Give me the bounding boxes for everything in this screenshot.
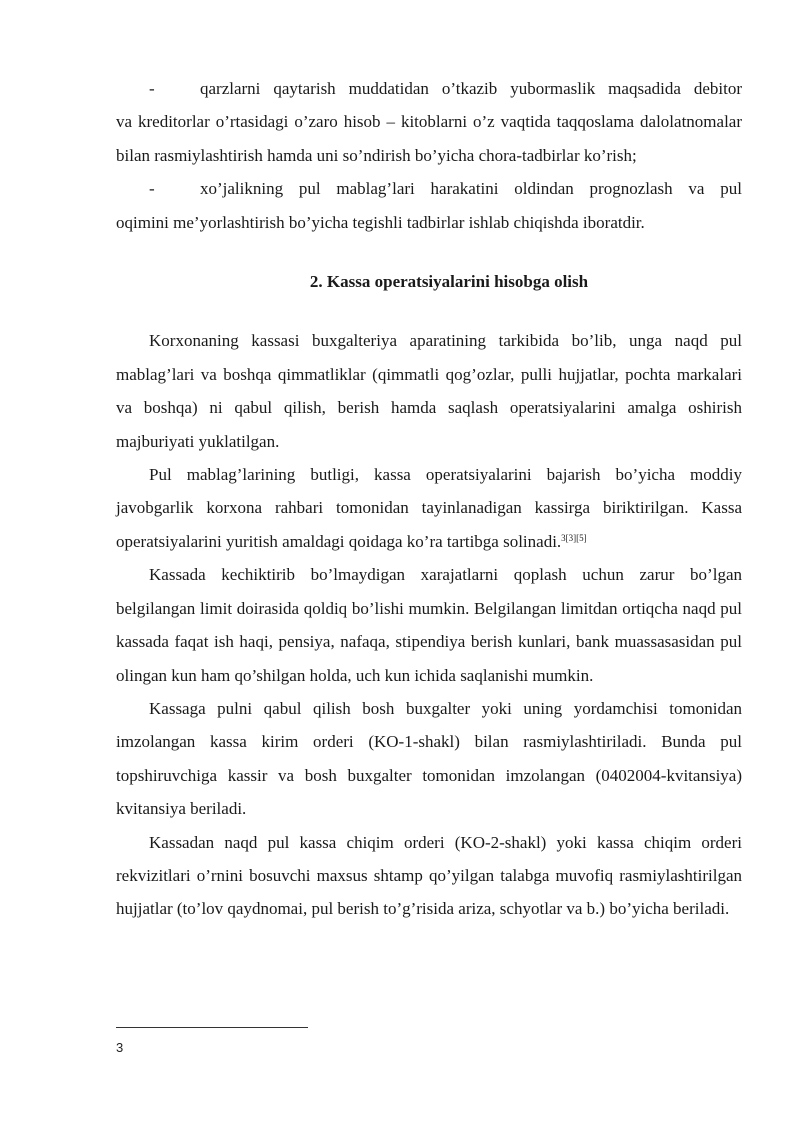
section-heading: 2. Kassa operatsiyalarini hisobga olish bbox=[309, 272, 589, 292]
footnote-reference[interactable]: 3[3][5] bbox=[561, 532, 587, 543]
bullet-continuation: va kreditorlar o’rtasidagi o’zaro hisob – kitoblarni o’z vaqtida taqqoslama dalolatnomalar bilan rasmiylashtirish hamda uni so’ndirish bo’yicha chora-tadbirlar ko’rish; bbox=[116, 112, 742, 165]
paragraph-text: Kassadan naqd pul kassa chiqim orderi (KO-2-shakl) yoki kassa chiqim orderi rekvizitlari o’rnini bosuvchi maxsus shtamp qo’yilgan talabga muvofiq rasmiylashtirilgan hujjatlar (to’lov qaydnomai, pul berish to’g’risida ariza, schyotlar va b.) bo’yicha beriladi. bbox=[116, 832, 742, 919]
paragraph-text: Korxonaning kassasi buxgalteriya aparatining tarkibida bo’lib, unga naqd pul mablag’lari va boshqa qimmatliklar (qimmatli qog’ozlar, pulli hujjatlar, pochta markalari va boshqa) ni qabul qilish, berish hamda saqlash operatsiyalarini amalga oshirish majburiyati yuklatilgan. bbox=[116, 331, 742, 451]
bullet-dash: - bbox=[149, 179, 155, 199]
bullet-item bbox=[116, 172, 742, 239]
paragraph-text: Pul mablag’larining butligi, kassa operatsiyalarini bajarish bo’yicha moddiy javobgarlik korxona rahbari tomonidan tayinlanadigan kassirga biriktirilgan. Kassa operatsiyalarini yuritish amaldagi qoidaga ko’ra tartibga solinadi. bbox=[116, 465, 742, 551]
paragraph-text: Kassada kechiktirib bo’lmaydigan xarajatlarni qoplash uchun zarur bo’lgan belgilangan limit doirasida qoldiq bo’lishi mumkin. Belgilangan limitdan ortiqcha naqd pul kassada faqat ish haqi, pensiya, nafaqa, stipendiya berish kunlari, bank muassasasidan pul olingan kun ham qo’shilgan holda, uch kun ichida saqlanishi mumkin. bbox=[116, 565, 742, 685]
paragraph bbox=[116, 826, 742, 926]
bullet-dash: - bbox=[149, 79, 155, 98]
paragraph-text: Kassaga pulni qabul qilish bosh buxgalter yoki uning yordamchisi tomonidan imzolangan kassa kirim orderi (KO-1-shakl) bilan rasmiylashtiriladi. Bunda pul topshiruvchiga kassir va bosh buxgalter tomonidan imzolangan (0402004-kvitansiya) kvitansiya beriladi. bbox=[116, 698, 742, 819]
footnote-number: 3 bbox=[116, 1040, 124, 1055]
bullet-item bbox=[116, 72, 742, 172]
paragraph bbox=[116, 692, 742, 826]
document-body bbox=[116, 72, 742, 926]
paragraph bbox=[116, 458, 742, 558]
bullet-first-line: xo’jalikning pul mablag’lari harakatini oldindan prognozlash va pul bbox=[200, 179, 742, 199]
footnote-divider bbox=[116, 1027, 308, 1028]
paragraph bbox=[116, 324, 742, 458]
bullet-continuation: oqimini me’yorlashtirish bo’yicha tegishli tadbirlar ishlab chiqishda iboratdir. bbox=[116, 212, 645, 232]
bullet-first-line: qarzlarni qaytarish muddatidan o’tkazib yubormaslik maqsadida debitor bbox=[200, 79, 742, 98]
paragraph bbox=[116, 558, 742, 692]
